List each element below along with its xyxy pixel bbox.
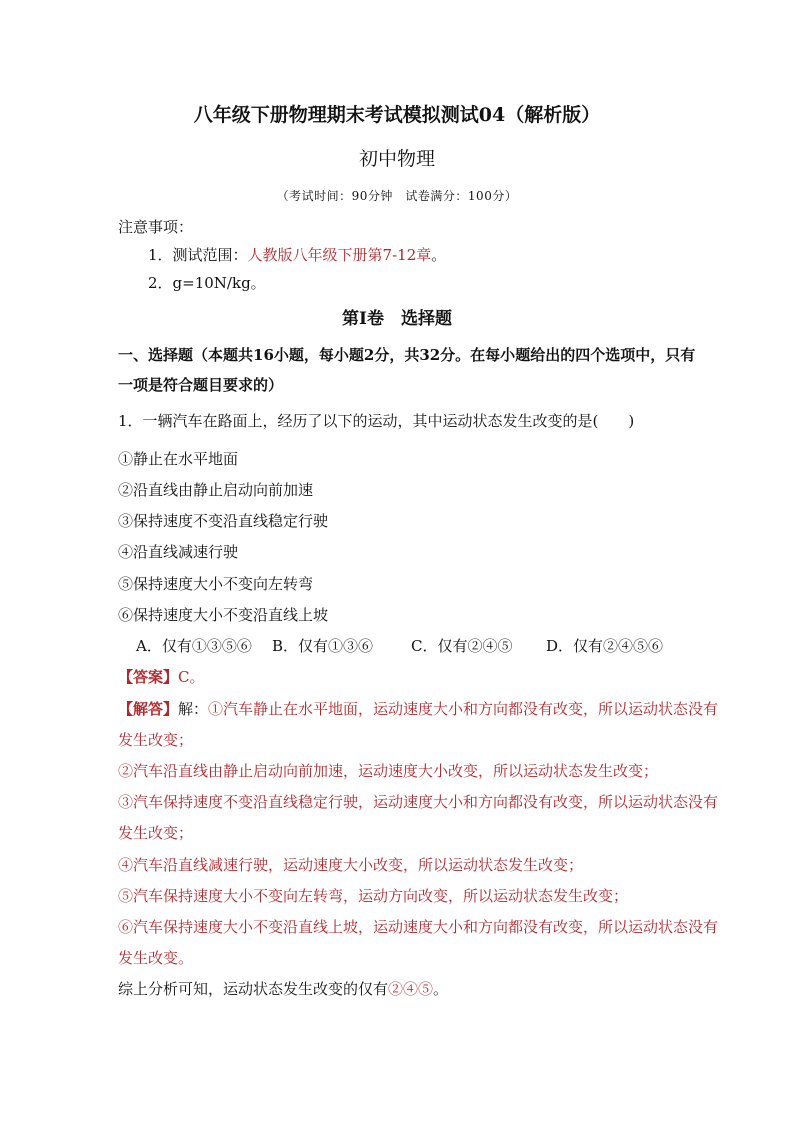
analysis-text: ②汽车沿直线由静止启动向前加速，运动速度大小改变，所以运动状态发生改变； (118, 762, 659, 780)
analysis-prefix: 解： (178, 700, 209, 718)
analysis-text: 发生改变； (118, 824, 194, 842)
conclusion-suffix: 。 (433, 980, 449, 998)
option-b: B．仅有①③⑥ (272, 637, 374, 655)
conclusion-line (118, 978, 678, 1000)
conclusion-value: ②④⑤ (388, 980, 434, 998)
answer-line (118, 666, 678, 688)
statement-item: ⑥保持速度大小不变沿直线上坡 (118, 606, 329, 624)
section-instructions-line2: 一项是符合题目要求的） (118, 376, 284, 394)
analysis-text: ⑥汽车保持速度大小不变沿直线上坡，运动速度大小和方向都没有改变，所以运动状态没有 (118, 918, 719, 936)
analysis-text: 发生改变； (118, 731, 194, 749)
analysis-text: 发生改变。 (118, 949, 194, 967)
statement-item: ②沿直线由静止启动向前加速 (118, 481, 314, 499)
analysis-text: ④汽车沿直线减速行驶，运动速度大小改变，所以运动状态发生改变； (118, 856, 584, 874)
option-c: C．仅有②④⑤ (411, 637, 513, 655)
statement-item: ①静止在水平地面 (118, 450, 239, 468)
note-item-scope-text: 人教版八年级下册第7-12章 (247, 246, 432, 264)
section-title: 第Ⅰ卷 选择题 (342, 309, 452, 329)
document-title: 八年级下册物理期末考试模拟测试04（解析版） (193, 104, 601, 126)
notes-heading: 注意事项： (118, 218, 194, 236)
option-a: A．仅有①③⑤⑥ (136, 637, 252, 655)
section-instructions-line1: 一、选择题（本题共16小题，每小题2分，共32分。在每小题给出的四个选项中，只有 (118, 346, 696, 364)
document-subtitle: 初中物理 (358, 148, 435, 170)
option-d: D．仅有②④⑤⑥ (546, 637, 664, 655)
note-item-scope (148, 244, 708, 266)
exam-info: （考试时间：90分钟 试卷满分：100分） (276, 189, 518, 203)
statement-item: ③保持速度不变沿直线稳定行驶 (118, 512, 329, 530)
note-item-gravity: 2．g=10N/kg。 (148, 274, 266, 292)
analysis-text: ①汽车静止在水平地面，运动速度大小和方向都没有改变，所以运动状态没有 (208, 700, 719, 718)
statement-item: ⑤保持速度大小不变向左转弯 (118, 575, 314, 593)
analysis-label: 【解答】 (118, 700, 179, 718)
answer-value: C。 (178, 668, 205, 686)
analysis-text: ⑤汽车保持速度大小不变向左转弯，运动方向改变，所以运动状态发生改变； (118, 887, 629, 905)
question-stem: 1．一辆汽车在路面上，经历了以下的运动，其中运动状态发生改变的是( ) (118, 412, 635, 430)
statement-item: ④沿直线减速行驶 (118, 543, 239, 561)
note-item-scope-prefix: 1．测试范围： (148, 246, 248, 264)
note-item-scope-suffix: 。 (431, 246, 447, 264)
answer-label: 【答案】 (118, 668, 179, 686)
analysis-line (118, 698, 719, 720)
analysis-text: ③汽车保持速度不变沿直线稳定行驶，运动速度大小和方向都没有改变，所以运动状态没有 (118, 793, 719, 811)
conclusion-prefix: 综上分析可知，运动状态发生改变的仅有 (118, 980, 389, 998)
